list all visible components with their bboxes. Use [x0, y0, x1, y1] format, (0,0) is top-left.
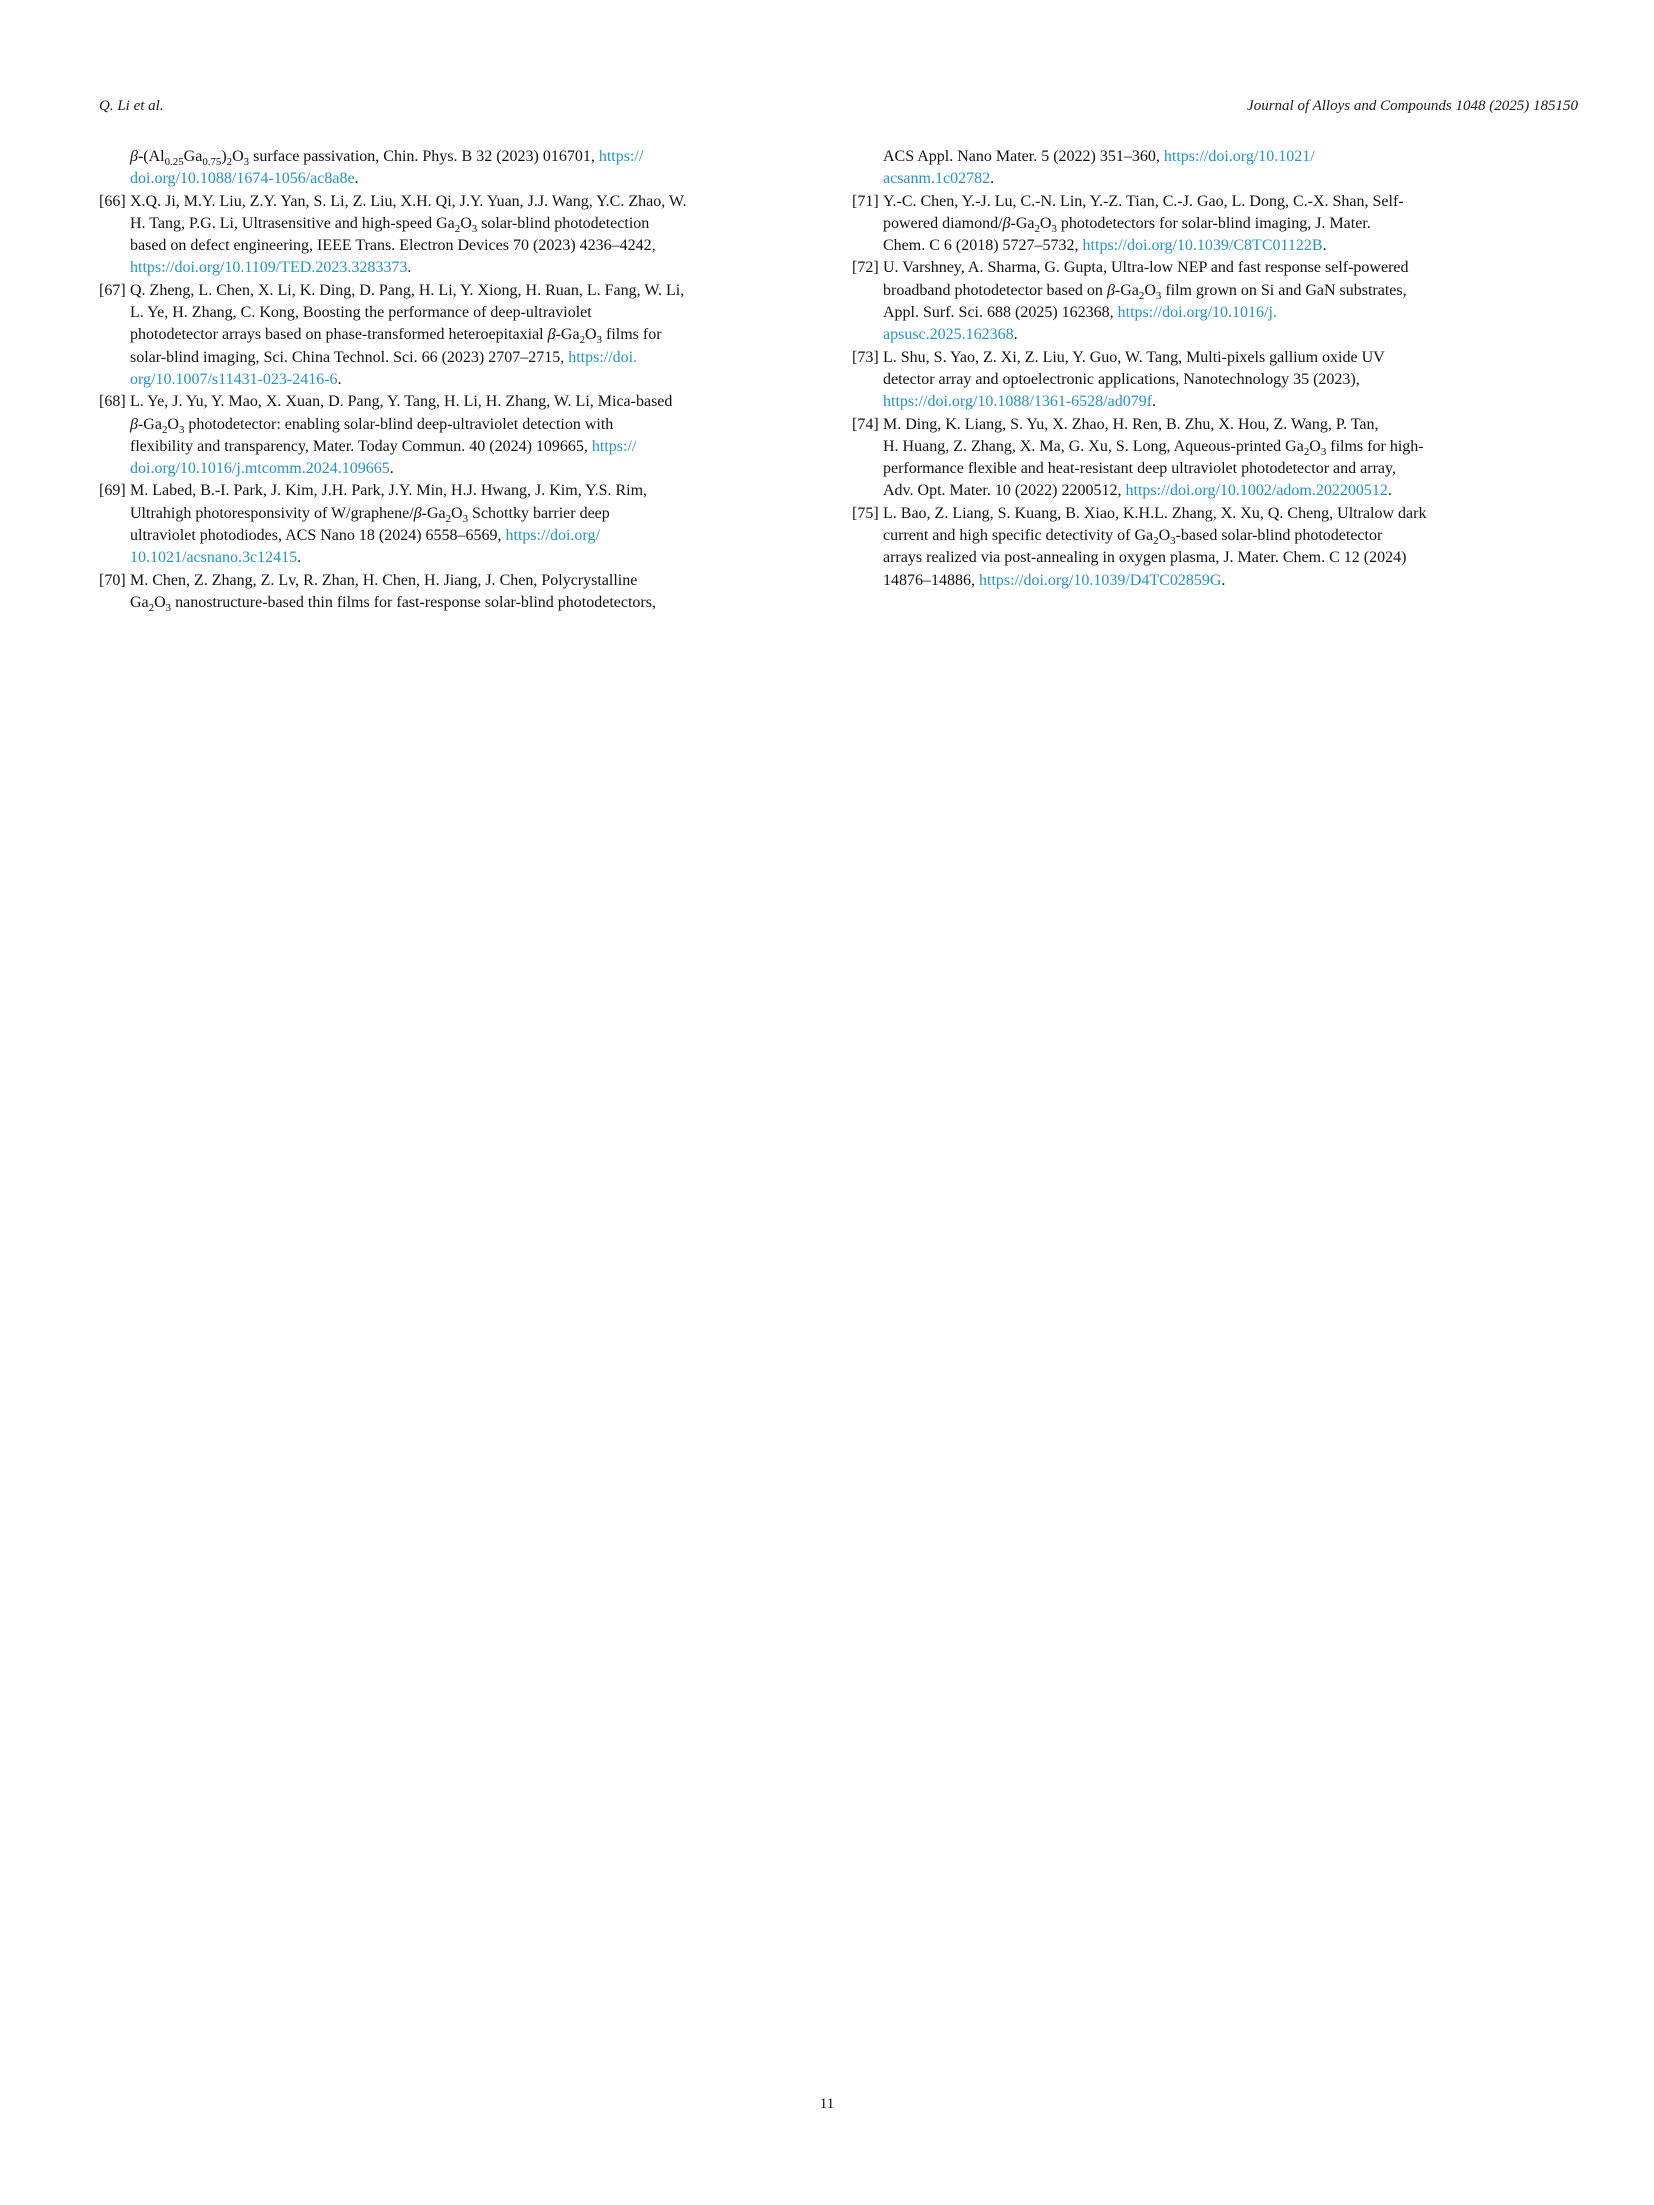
reference-number: [74] — [852, 415, 879, 433]
subscript-text: 3 — [178, 423, 185, 436]
reference-line — [883, 436, 1578, 458]
subscript-text: 2 — [579, 334, 585, 347]
reference-text: H. Tang, P.G. Li, Ultrasensitive and high-speed Ga — [130, 214, 455, 232]
reference-item — [852, 347, 1578, 414]
reference-line — [130, 280, 795, 302]
reference-text: . — [407, 259, 412, 277]
reference-number: [66] — [99, 192, 126, 210]
reference-item — [99, 391, 795, 480]
subscript-text: 2 — [1138, 289, 1145, 302]
reference-text: solar-blind photodetection — [477, 214, 650, 232]
reference-line — [883, 280, 1578, 302]
reference-text: photodetectors for solar-blind imaging, J. Mater. — [1056, 214, 1371, 232]
reference-text: L. Ye, H. Zhang, C. Kong, Boosting the performance of deep-ultraviolet — [130, 304, 592, 322]
reference-line — [883, 257, 1578, 279]
reference-text: β — [130, 415, 138, 433]
reference-line — [883, 414, 1578, 436]
subscript-text: 3 — [471, 223, 478, 236]
reference-line — [130, 570, 795, 592]
reference-text: M. Labed, B.-I. Park, J. Kim, J.H. Park, J.Y. Min, H.J. Hwang, J. Kim, Y.S. Rim, — [130, 482, 648, 500]
reference-item — [852, 146, 1578, 191]
reference-text: L. Bao, Z. Liang, S. Kuang, B. Xiao, K.H.L. Zhang, X. Xu, Q. Cheng, Ultralow dark — [883, 504, 1427, 522]
reference-text: M. Chen, Z. Zhang, Z. Lv, R. Zhan, H. Chen, H. Jiang, J. Chen, Polycrystalline — [130, 571, 638, 589]
subscript-text: 3 — [1051, 223, 1057, 236]
reference-line — [883, 369, 1578, 391]
subscript-text: 3 — [243, 156, 250, 169]
reference-text: M. Ding, K. Liang, S. Yu, X. Zhao, H. Ren, B. Zhu, X. Hou, Z. Wang, P. Tan, — [883, 415, 1379, 433]
reference-text: Chem. C 6 (2018) 5727–5732, — [883, 237, 1083, 255]
reference-text: . — [1152, 393, 1157, 411]
reference-text: photodetector: enabling solar-blind deep-ultraviolet detection with — [184, 415, 614, 433]
reference-text: . — [297, 549, 302, 567]
reference-item — [852, 257, 1578, 346]
reference-text: β — [547, 326, 556, 344]
reference-line — [130, 302, 795, 324]
reference-line — [883, 480, 1578, 502]
reference-line — [130, 480, 795, 502]
subscript-text: 2 — [1153, 535, 1159, 548]
running-head-authors: Q. Li et al. — [99, 98, 164, 114]
reference-number: [69] — [99, 482, 126, 500]
reference-text: ultraviolet photodiodes, ACS Nano 18 (2024) 6558–6569, — [130, 527, 506, 545]
subscript-text: 2 — [454, 223, 461, 236]
doi-link[interactable]: doi.org/10.1016/j.mtcomm.2024.109665 — [130, 460, 390, 478]
reference-text: β — [413, 504, 422, 522]
reference-number: [71] — [852, 192, 879, 210]
doi-link[interactable]: https://doi.org/10.1002/adom.202200512 — [1125, 482, 1388, 500]
reference-number: [70] — [99, 571, 126, 589]
reference-text: X.Q. Ji, M.Y. Liu, Z.Y. Yan, S. Li, Z. Liu, X.H. Qi, J.Y. Yuan, J.J. Wang, Y.C. Zhao, W. — [130, 192, 687, 210]
reference-text: β — [130, 148, 138, 165]
reference-line — [883, 213, 1578, 235]
reference-line — [883, 324, 1578, 346]
reference-text: Ga — [183, 148, 203, 165]
reference-text: -Ga — [137, 415, 162, 433]
reference-line — [130, 213, 795, 235]
subscript-text: 0.75 — [202, 156, 222, 169]
subscript-text: 3 — [596, 334, 602, 347]
reference-text: ) — [221, 148, 227, 165]
reference-text: flexibility and transparency, Mater. Today Commun. 40 (2024) 109665, — [130, 437, 592, 455]
reference-text: O — [1158, 527, 1171, 545]
reference-text: -(Al — [137, 148, 165, 165]
reference-number: [72] — [852, 259, 879, 277]
reference-text: . — [1387, 482, 1392, 500]
reference-text: film grown on Si and GaN substrates, — [1161, 281, 1407, 299]
reference-text: -based solar-blind photodetector — [1175, 527, 1383, 545]
reference-text: O — [585, 326, 597, 344]
doi-link[interactable]: https://doi.org/10.1109/TED.2023.3283373 — [130, 259, 408, 277]
doi-link[interactable]: https://doi.org/10.1039/C8TC01122B — [1082, 237, 1323, 255]
reference-text: H. Huang, Z. Zhang, X. Ma, G. Xu, S. Long, Aqueous-printed Ga — [883, 437, 1304, 455]
reference-text: based on defect engineering, IEEE Trans. Electron Devices 70 (2023) 4236–4242, — [130, 237, 656, 255]
reference-text: O — [167, 415, 179, 433]
doi-link[interactable]: 10.1021/acsnano.3c12415 — [130, 549, 298, 567]
reference-line — [130, 436, 795, 458]
reference-item — [852, 191, 1578, 258]
reference-text: . — [389, 460, 394, 478]
reference-line — [130, 503, 795, 525]
reference-text: β — [1106, 281, 1115, 299]
reference-text: -Ga — [421, 504, 446, 522]
reference-item — [99, 480, 795, 569]
reference-text: β — [1002, 214, 1011, 232]
doi-link[interactable]: https:// — [591, 437, 637, 455]
reference-line — [130, 458, 795, 480]
reference-text: L. Shu, S. Yao, Z. Xi, Z. Liu, Y. Guo, W. Tang, Multi-pixels gallium oxide UV — [883, 348, 1385, 366]
subscript-text: 2 — [1303, 446, 1310, 459]
doi-link[interactable]: https://doi.org/10.1016/j. — [1117, 304, 1277, 322]
references-column-right — [852, 146, 1578, 592]
reference-text: . — [1221, 571, 1226, 589]
subscript-text: 3 — [462, 512, 469, 525]
reference-text: detector array and optoelectronic applications, Nanotechnology 35 (2023), — [883, 370, 1360, 388]
reference-text: -Ga — [1010, 214, 1035, 232]
reference-text: U. Varshney, A. Sharma, G. Gupta, Ultra-low NEP and fast response self-powered — [883, 259, 1409, 277]
reference-item — [99, 146, 795, 191]
reference-text: Ga — [130, 593, 149, 611]
doi-link[interactable]: doi.org/10.1088/1674-1056/ac8a8e — [130, 170, 355, 188]
reference-text: Q. Zheng, L. Chen, X. Li, K. Ding, D. Pang, H. Li, Y. Xiong, H. Ruan, L. Fang, W. Li, — [130, 281, 685, 299]
references-column-left — [99, 146, 795, 614]
reference-number: [68] — [99, 393, 126, 411]
reference-line — [883, 391, 1578, 413]
reference-item — [99, 191, 795, 280]
running-head-journal: Journal of Alloys and Compounds 1048 (2025) 185150 — [1247, 98, 1578, 114]
subscript-text: 2 — [1034, 223, 1040, 236]
reference-number: [73] — [852, 348, 879, 366]
reference-text: broadband photodetector based on — [883, 281, 1107, 299]
reference-text: O — [460, 214, 472, 232]
reference-text: O — [1309, 437, 1321, 455]
page-footer — [0, 2096, 1654, 2113]
reference-line — [883, 235, 1578, 257]
reference-text: . — [990, 170, 995, 188]
reference-line — [130, 235, 795, 257]
reference-number: [67] — [99, 281, 126, 299]
reference-line — [130, 369, 795, 391]
page-number: 11 — [819, 2096, 835, 2112]
reference-line — [130, 324, 795, 346]
reference-line — [130, 391, 795, 413]
reference-text: Adv. Opt. Mater. 10 (2022) 2200512, — [883, 482, 1126, 500]
reference-line — [883, 191, 1578, 213]
page-header — [99, 97, 1578, 115]
reference-text: photodetector arrays based on phase-transformed heteroepitaxial — [130, 326, 548, 344]
reference-text: Y.-C. Chen, Y.-J. Lu, C.-N. Lin, Y.-Z. Tian, C.-J. Gao, L. Dong, C.-X. Shan, Self- — [883, 192, 1404, 210]
subscript-text: 2 — [226, 156, 233, 169]
reference-text: surface passivation, Chin. Phys. B 32 (2023) 016701, — [249, 148, 599, 165]
subscript-text: 2 — [161, 423, 168, 436]
doi-link[interactable]: https://doi. — [568, 348, 638, 366]
doi-link[interactable]: https://doi.org/10.1021/ — [1163, 148, 1315, 165]
doi-link[interactable]: https://doi.org/10.1088/1361-6528/ad079f — [883, 393, 1153, 411]
reference-text: O — [1144, 281, 1156, 299]
doi-link[interactable]: https://doi.org/ — [505, 527, 600, 545]
reference-line — [883, 570, 1578, 592]
reference-text: O — [451, 504, 463, 522]
reference-text: -Ga — [555, 326, 580, 344]
reference-line — [130, 525, 795, 547]
reference-text: Appl. Surf. Sci. 688 (2025) 162368, — [883, 304, 1118, 322]
reference-text: solar-blind imaging, Sci. China Technol. Sci. 66 (2023) 2707–2715, — [130, 348, 569, 366]
reference-number: [75] — [852, 504, 879, 522]
reference-text: . — [1322, 237, 1327, 255]
reference-text: performance flexible and heat-resistant deep ultraviolet photodetector and array, — [883, 460, 1396, 478]
subscript-text: 2 — [445, 512, 452, 525]
reference-line — [883, 547, 1578, 569]
doi-link[interactable]: apsusc.2025.162368 — [883, 326, 1014, 344]
subscript-text: 3 — [1170, 535, 1176, 548]
subscript-text: 3 — [1320, 446, 1327, 459]
reference-line — [883, 458, 1578, 480]
reference-text: O — [154, 593, 166, 611]
reference-line — [883, 168, 1578, 190]
doi-link[interactable]: org/10.1007/s11431-023-2416-6 — [130, 370, 338, 388]
reference-line — [130, 146, 795, 168]
reference-line — [130, 547, 795, 569]
reference-line — [130, 168, 795, 190]
reference-text: films for high- — [1326, 437, 1424, 455]
reference-text: 14876–14886, — [883, 571, 979, 589]
subscript-text: 3 — [1155, 289, 1162, 302]
subscript-text: 3 — [165, 602, 172, 615]
reference-line — [130, 347, 795, 369]
reference-line — [883, 525, 1578, 547]
reference-line — [883, 347, 1578, 369]
reference-item — [852, 503, 1578, 592]
reference-line — [130, 414, 795, 436]
reference-text: . — [337, 370, 342, 388]
reference-text: L. Ye, J. Yu, Y. Mao, X. Xuan, D. Pang, Y. Tang, H. Li, H. Zhang, W. Li, Mica-based — [130, 393, 673, 411]
reference-text: Schottky barrier deep — [468, 504, 610, 522]
reference-line — [883, 146, 1578, 168]
subscript-text: 0.25 — [164, 156, 184, 169]
reference-text: current and high specific detectivity of Ga — [883, 527, 1154, 545]
doi-link[interactable]: https:// — [598, 148, 644, 165]
reference-item — [852, 414, 1578, 503]
reference-line — [883, 503, 1578, 525]
reference-item — [99, 280, 795, 391]
reference-line — [130, 257, 795, 279]
reference-text: O — [1039, 214, 1052, 232]
reference-line — [130, 592, 795, 614]
reference-text: powered diamond/ — [883, 214, 1003, 232]
reference-text: ACS Appl. Nano Mater. 5 (2022) 351–360, — [883, 148, 1164, 165]
reference-text: nanostructure-based thin films for fast-response solar-blind photodetectors, — [171, 593, 656, 611]
reference-text: arrays realized via post-annealing in oxygen plasma, J. Mater. Chem. C 12 (2024) — [883, 549, 1407, 567]
doi-link[interactable]: https://doi.org/10.1039/D4TC02859G — [979, 571, 1222, 589]
reference-text: -Ga — [1114, 281, 1139, 299]
subscript-text: 2 — [148, 602, 155, 615]
reference-item — [99, 570, 795, 615]
reference-text: Ultrahigh photoresponsivity of W/graphene/ — [130, 504, 414, 522]
reference-text: films for — [602, 326, 662, 344]
reference-text: . — [1013, 326, 1018, 344]
reference-text: O — [232, 148, 244, 165]
reference-line — [130, 191, 795, 213]
reference-line — [883, 302, 1578, 324]
doi-link[interactable]: acsanm.1c02782 — [883, 170, 991, 188]
reference-text: . — [354, 170, 359, 188]
